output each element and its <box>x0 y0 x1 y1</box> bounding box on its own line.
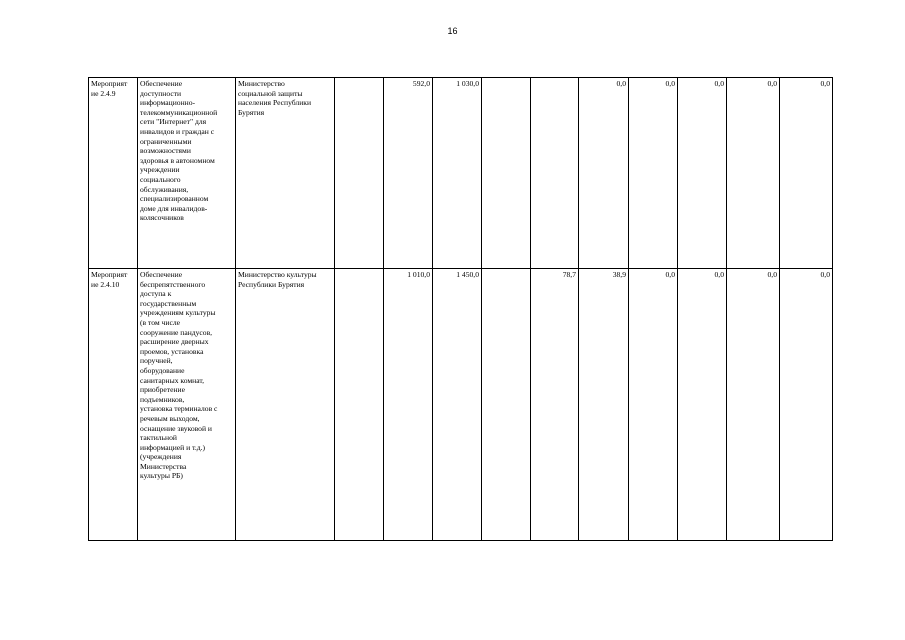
measures-table <box>88 77 833 541</box>
value-cell: 592,0 <box>384 78 433 269</box>
value-cell <box>335 269 384 541</box>
value-cell <box>531 78 579 269</box>
value-cell: 1 030,0 <box>433 78 482 269</box>
measure-code: Мероприят ие 2.4.9 <box>89 78 138 269</box>
value-cell: 0,0 <box>678 78 727 269</box>
page-number: 16 <box>447 26 458 36</box>
measure-executor: Министерство социальной защиты населения Республики Бурятия <box>236 78 335 269</box>
value-cell: 0,0 <box>629 78 678 269</box>
value-cell <box>482 78 531 269</box>
value-cell <box>335 78 384 269</box>
measure-description: Обеспечение доступности информационно- телекоммуникационной сети "Интернет" для инвалидов и граждан с ограниченными возможностями здоровья в автономном учреждении социального обслуживания, специализированном доме для инвалидов- колясочников <box>138 78 236 269</box>
value-cell: 0,0 <box>780 78 833 269</box>
value-cell: 0,0 <box>727 78 780 269</box>
table-row <box>89 269 833 541</box>
value-cell: 0,0 <box>579 78 629 269</box>
value-cell: 78,7 <box>531 269 579 541</box>
table-row <box>89 78 833 269</box>
measure-description: Обеспечение беспрепятственного доступа к государственным учреждениям культуры (в том числе сооружение пандусов, расширение дверных проемов, установка поручней, оборудование санитарных комнат, приобретение подъемников, установка терминалов с речевым выходом, оснащение звуковой и тактильной информацией и т.д.) (учреждения Министерства культуры РБ) <box>138 269 236 541</box>
value-cell: 0,0 <box>678 269 727 541</box>
value-cell: 0,0 <box>629 269 678 541</box>
value-cell: 0,0 <box>780 269 833 541</box>
value-cell: 1 450,0 <box>433 269 482 541</box>
measure-executor: Министерство культуры Республики Бурятия <box>236 269 335 541</box>
value-cell: 38,9 <box>579 269 629 541</box>
value-cell: 1 010,0 <box>384 269 433 541</box>
measure-code: Мероприят ие 2.4.10 <box>89 269 138 541</box>
value-cell: 0,0 <box>727 269 780 541</box>
value-cell <box>482 269 531 541</box>
